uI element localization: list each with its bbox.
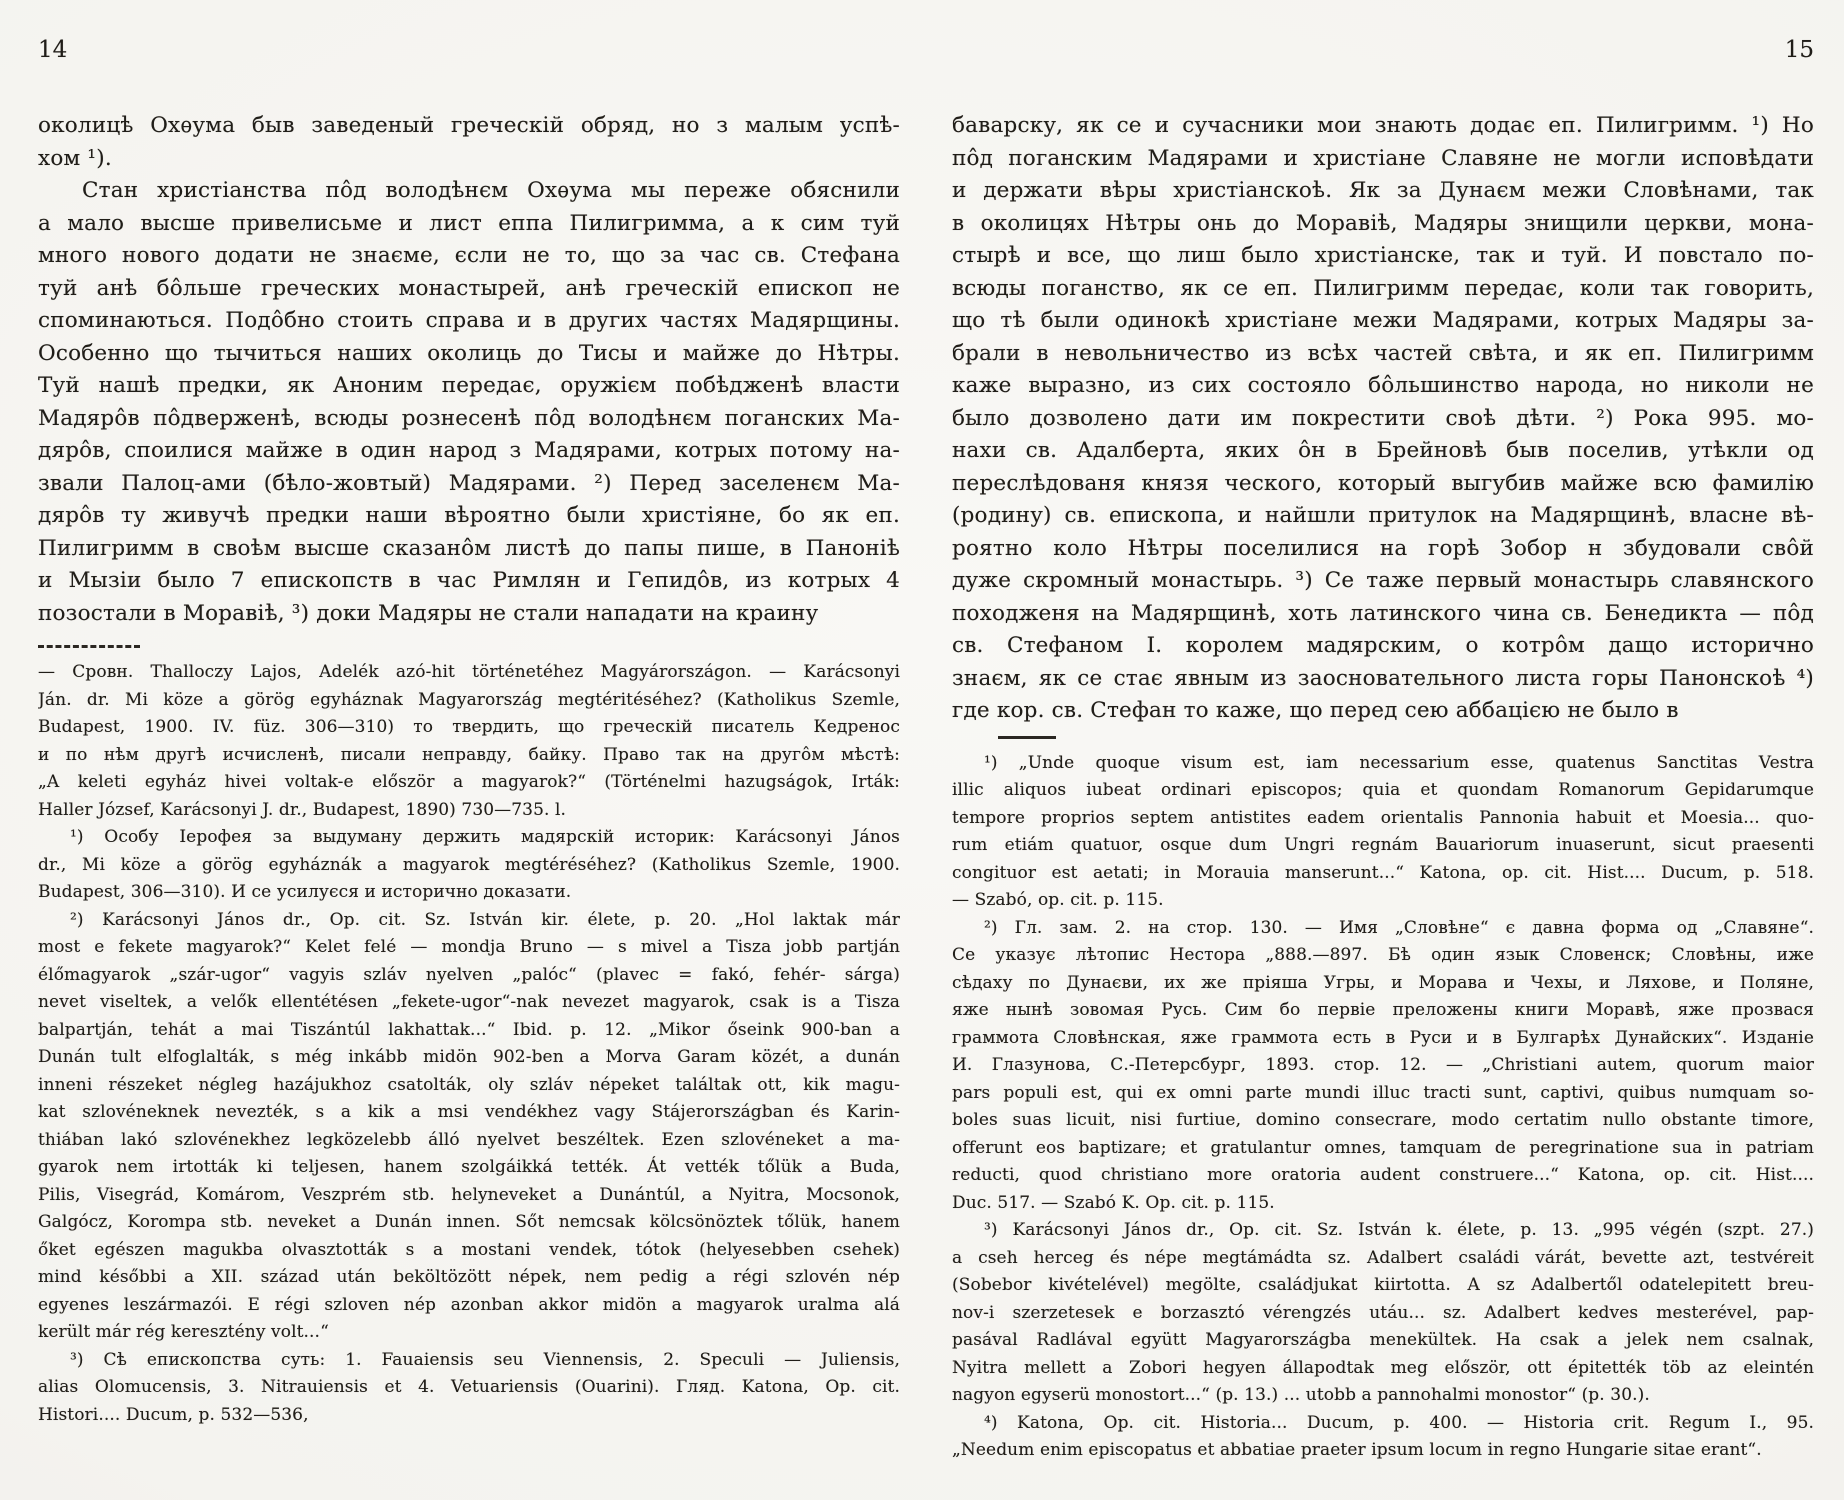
footnote-line: „A keleti egyház hivei voltak-e először a magyarok?“ (Történelmi hazugságok, Irták: [38, 772, 900, 792]
footnote-line: a cseh herceg és népe megtámádta sz. Adalbert családi várát, bevette azt, testvéreit [952, 1247, 1814, 1268]
footnote-line: Ján. dr. Mi köze a görög egyháznak Magyarország megtéritéséhez? (Katholikus Szemle, [38, 689, 900, 710]
body-line: походженя на Мадярщинѣ, хоть латинского чина св. Бенедикта — пôд [952, 600, 1814, 626]
body-line: где кор. св. Стефан то каже, що перед сею аббацією не было в [952, 698, 1679, 723]
body-line: що тѣ были одинокѣ христіане межи Мадярами, котрых Мадяры за- [952, 308, 1814, 333]
page-14 [38, 36, 900, 1429]
body-line: позостали в Моравіѣ, ³) доки Мадяры не стали нападати на краину [38, 600, 819, 626]
footnote-line: került már rég keresztény volt...“ [38, 1322, 329, 1342]
footnote-line: ⁴) Katona, Op. cit. Historia... Ducum, p. 400. — Historia crit. Regum I., 95. [984, 1412, 1814, 1433]
body-line: дярôв, споилися майже в один народ з Мадярами, котрых потому на- [38, 438, 900, 463]
footnote-line: — Szabó, op. cit. p. 115. [952, 890, 1164, 910]
footnote-line: dr., Mi köze a görög egyháznák a magyarok megtéréséhez? (Katholikus Szemle, 1900. [38, 854, 900, 875]
footnote-line: rum etiám quatuor, osque dum Ungri regnám Bauariorum inuaserunt, sicut praesenti [952, 835, 1814, 855]
body-line: брали в невольничество из всѣх частей свѣта, и як еп. Пилигримм [952, 340, 1814, 366]
footnote [952, 1217, 1814, 1410]
body-line: знаєм, як се стає явным из заосновательного листа горы Панонскоѣ ⁴) [952, 665, 1814, 691]
footnote-line: Nyitra mellett a Zobori hegyen állapodtak meg először, ott épitették töb az eleintén [952, 1357, 1814, 1378]
footnote-line: alias Olomucensis, 3. Nitrauiensis et 4. Vetuariensis (Ouarini). Гляд. Katona, Op. cit. [38, 1377, 900, 1397]
footnote-line: egyenes leszármazói. E régi szloven nép azonban akkor midön a magyarok uralma alá [38, 1294, 900, 1315]
body-line: а мало высше привелисьме и лист еппа Пилигримма, а к сим туй [38, 210, 900, 236]
footnote-line: reducti, quod christiano more oratoria audent construere...“ Katona, op. cit. Hist.... [952, 1165, 1814, 1185]
body-line: споминаються. Подôбно стоить справа и в других частях Мадярщины. [38, 308, 900, 333]
footnote [38, 907, 900, 1347]
footnote-line: nagyon egyserü monostort...“ (p. 13.) ... utobb a pannohalmi monostor“ (p. 30.). [952, 1385, 1650, 1405]
footnote-line: Galgócz, Korompa stb. neveket a Dunán innen. Sőt nemcsak kölcsönöztek tőlük, hanem [38, 1212, 900, 1232]
footnote [38, 1347, 900, 1430]
footnote-line: — Сровн. Thalloczy Lajos, Adelék azó-hit történetéhez Magyárországon. — Karácsonyi [38, 662, 900, 682]
footnote-line: most e fekete magyarok?“ Kelet felé — mondja Bruno — s mivel a Tisza jobb partján [38, 937, 900, 957]
page-number: 15 [1784, 37, 1814, 63]
body-line: хом ¹). [38, 145, 112, 171]
body-line: околицѣ Охѳума быв заведеный греческій обряд, но з малым успѣ- [38, 113, 900, 138]
footnote-line: boles suas licuit, nisi furtiue, domino consecrare, modo certatim nullo obstante timore, [952, 1110, 1814, 1130]
footnote-line: Haller József, Karácsonyi J. dr., Budapest, 1890) 730—735. l. [38, 799, 567, 820]
footnote-line: Budapest, 1900. IV. füz. 306—310) то твердить, що греческій писатель Кедренос [38, 717, 900, 737]
body-line: всюды поганство, як се еп. Пилигримм передає, коли так говорить, [952, 275, 1814, 301]
footnote-line: Pilis, Visegrád, Komárom, Veszprém stb. helyneveket a Dunántúl, a Nyitra, Mocsonok, [38, 1184, 900, 1205]
body-line: и держати вѣры христіанскоѣ. Як за Дунаєм межи Словѣнами, так [952, 178, 1814, 203]
footnote-line: граммота Словѣнская, яже граммота есть в Руси и в Булгарѣх Дунайских“. Изданіе [952, 1027, 1814, 1048]
body-line: Туй нашѣ предки, як Аноним передає, оружієм побѣдженѣ власти [38, 373, 900, 398]
body-line: св. Стефаном І. королем мадярским, о котрôм дащо исторично [952, 633, 1814, 658]
footnote-line: nevet viseltek, a velők ellentétésen „fekete-ugor“-nak nevezet magyarok, csak is a Tisza [38, 992, 900, 1012]
footnote-line: Histori.... Ducum, p. 532—536, [38, 1404, 309, 1425]
footnote-line: thiában lakó szlovénekhez legközelebb álló nyelvet beszéltek. Ezen szlovéneket a ma- [38, 1129, 900, 1150]
footnote-line: ¹) Особу Іерофея за выдуману держить мадярскій историк: Karácsonyi János [70, 827, 900, 847]
footnote-line: Се указує лѣтопис Нестора „888.—897. Бѣ один язык Словенск; Словѣны, иже [952, 945, 1814, 965]
body-line: Особенно що тычиться наших околиць до Тисы и майже до Нѣтры. [38, 340, 900, 366]
body-text [38, 110, 900, 630]
footnote-line: „Needum enim episcopatus et abbatiae praeter ipsum locum in regno Hungarie sitae erant“. [952, 1440, 1762, 1460]
body-line: нахи св. Адалберта, яких ôн в Брейновѣ быв поселив, утѣкли од [952, 438, 1814, 463]
footnote [38, 659, 900, 824]
footnote-line: pasával Radlával együtt Magyarországba menekültek. Ha csak a jelek nem csalnak, [952, 1330, 1814, 1350]
paragraph [952, 110, 1814, 728]
footnote-line: ²) Гл. зам. 2. на стор. 130. — Имя „Словѣне“ є давна форма од „Славяне“. [984, 917, 1814, 938]
footnote-line: И. Глазунова, С.-Петерсбург, 1893. стор. 12. — „Christiani autem, quorum maior [952, 1055, 1814, 1075]
body-line: и Мызіи было 7 епископств в час Римлян и Гепидôв, из котрых 4 [38, 568, 900, 593]
footnote-line: nov-i szerzetesek e borzasztó vérengzés utáu... sz. Adalbert kedves mesterével, pap- [952, 1302, 1814, 1323]
footnote-line: gyarok nem irtották ki teljesen, hanem szolgáikká tették. Át vették tőlük a Buda, [38, 1157, 900, 1177]
body-line: (родину) св. епископа, и найшли притулок на Мадярщинѣ, власне вѣ- [952, 503, 1814, 528]
footnote [38, 824, 900, 907]
body-line: стырѣ и все, що лиш было христіанске, так и туй. И повстало по- [952, 243, 1814, 268]
footnote [952, 750, 1814, 915]
page-number: 14 [38, 37, 68, 63]
footnote-line: inneni részeket négleg hazájukhoz csatolták, oly szláv népeket találtak ott, kik magu- [38, 1074, 900, 1095]
body-line: роятно коло Нѣтры поселилися на горѣ Зобор н збудовали свôй [952, 535, 1814, 561]
footnote-line: kat szlovéneknek nevezték, s a kik a msi vendékhez vagy Stájerországban és Karin- [38, 1102, 900, 1122]
footnote-line: ³) Karácsonyi János dr., Op. cit. Sz. István k. élete, p. 13. „995 végén (szpt. 27.) [984, 1220, 1814, 1240]
footnote-line: ²) Karácsonyi János dr., Op. cit. Sz. István kir. élete, p. 20. „Hol laktak már [70, 909, 900, 930]
footnote-line: Budapest, 306—310). И се усилуєся и исторично доказати. [38, 882, 572, 902]
footnotes [952, 750, 1814, 1465]
body-line: дярôв ту живучѣ предки наши вѣроятно были христіяне, бо як еп. [38, 503, 900, 528]
paragraph [38, 175, 900, 630]
body-line: Пилигримм в своѣм высше сказанôм листѣ до папы пише, в Паноніѣ [38, 535, 900, 561]
body-line: было дозволено дати им покрестити своѣ дѣти. ²) Рока 995. мо- [952, 405, 1814, 431]
footnote [952, 915, 1814, 1218]
footnote-line: pars populi est, qui ex omni parte mundi illuc tracti sunt, captivi, quibus numquam so- [952, 1082, 1814, 1103]
body-line: дуже скромный монастырь. ³) Се таже первый монастырь славянского [952, 568, 1814, 593]
paragraph [38, 110, 900, 175]
footnote-line: tempore proprios septem antistites eadem orientalis Pannonia habuit et Moesia... quo- [952, 807, 1814, 828]
footnote-line: Dunán tult elfoglalták, s még inkább midön 902-ben a Morva Garam közét, a dunán [38, 1047, 900, 1067]
page-15 [952, 36, 1814, 1465]
body-line: в околицях Нѣтры онь до Моравіѣ, Мадяры знищили церкви, мона- [952, 210, 1814, 236]
footnote-line: illic aliquos iubeat ordinari episcopos; quia et quondam Romanorum Gepidarumque [952, 780, 1814, 800]
footnote-separator [998, 736, 1056, 739]
footnote-line: élőmagyarok „szár-ugor“ vagyis szláv nyelven „palóc“ (plavec = fakó, fehér- sárga) [38, 964, 900, 985]
body-line: каже выразно, из сих состояло бôльшинство народа, но николи не [952, 373, 1814, 398]
footnote-line: Duc. 517. — Szabó K. Op. cit. p. 115. [952, 1192, 1275, 1213]
body-line: туй анѣ бôльше греческих монастырей, анѣ греческій епископ не [38, 275, 900, 301]
body-line: Стан христіанства пôд володѣнєм Охѳума мы переже обяснили [82, 178, 900, 203]
footnote-line: mind későbbi a XII. század után beköltözött népek, nem pedig a régi szlovén nép [38, 1267, 900, 1287]
footnote-line: congituor est aetati; in Morauia manserunt...“ Katona, op. cit. Hist.... Ducum, p. 518. [952, 862, 1814, 883]
body-line: звали Палоц-ами (бѣло-жовтый) Мадярами. ²) Перед заселенєм Ма- [38, 470, 900, 496]
body-line: баварску, як се и сучасники мои знають додає еп. Пилигримм. ¹) Но [952, 113, 1814, 138]
footnote-line: ³) Сѣ епископства суть: 1. Fauaiensis seu Viennensis, 2. Speculi — Juliensis, [70, 1349, 900, 1370]
footnote-separator-dashed [38, 645, 140, 648]
body-line: переслѣдованя князя ческого, который выгубив майже всю фамилію [952, 470, 1814, 496]
body-line: много нового додати не знаєме, єсли не то, що за час св. Стефана [38, 243, 900, 268]
footnote-line: offerunt eos baptizare; et gratulantur omnes, tamquam de peregrinatione sua in patriam [952, 1137, 1814, 1158]
footnote-line: сѣдаху по Дунаєви, их же пріяша Угры, и Морава и Чехы, и Ляхове, и Поляне, [952, 972, 1814, 993]
footnotes [38, 659, 900, 1429]
footnote [952, 1410, 1814, 1465]
footnote-line: и по нѣм другѣ исчисленѣ, писали неправду, байку. Право так на другôм мѣстѣ: [38, 744, 900, 765]
footnote-line: яже нынѣ зовомая Русь. Сим бо первіе преложены книги Моравѣ, яже прозвася [952, 1000, 1814, 1020]
body-line: пôд поганским Мадярами и христіане Славяне не могли исповѣдати [952, 145, 1814, 171]
body-line: Мадярôв пôдверженѣ, всюды рознесенѣ пôд володѣнєм поганских Ма- [38, 405, 900, 431]
footnote-line: őket egészen magukba olvasztották s a mostani vendek, tótok (helyesebben csehek) [38, 1239, 900, 1260]
footnote-line: ¹) „Unde quoque visum est, iam necessarium esse, quatenus Sanctitas Vestra [984, 752, 1814, 773]
footnote-line: (Sobebor kivételével) megölte, családjukat kiirtotta. A sz Adalbertől odatelepitett breu- [952, 1275, 1814, 1295]
body-text [952, 110, 1814, 728]
footnote-line: balpartján, tehát a mai Tiszántúl lakhattak...“ Ibid. p. 12. „Mikor őseink 900-ban a [38, 1019, 900, 1040]
